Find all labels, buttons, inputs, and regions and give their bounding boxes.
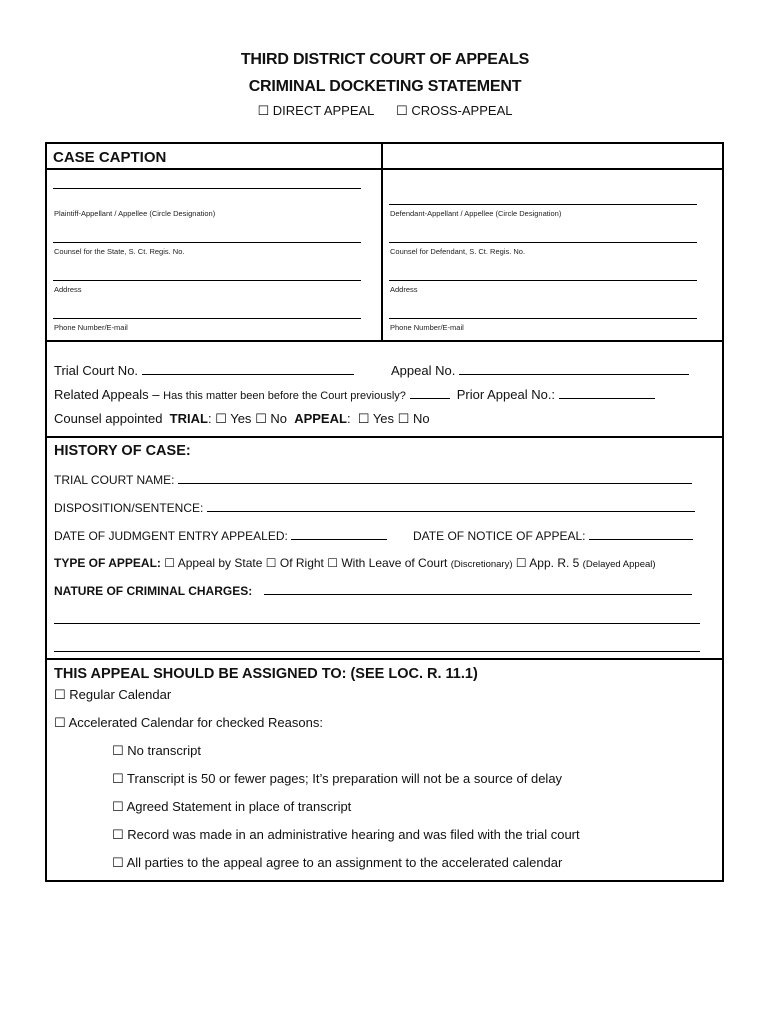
- checkbox-icon: ☐: [112, 743, 124, 758]
- trial-no-option[interactable]: [255, 411, 287, 426]
- related-appeals-question: Has this matter been before the Court previously?: [163, 390, 406, 402]
- defense-phone-label: Phone Number/E-mail: [390, 323, 464, 332]
- judgment-date-blank[interactable]: [291, 528, 387, 540]
- appeal-type-options: [0, 103, 770, 119]
- counsel-appointed-row: Counsel appointed TRIAL: ☐ Yes ☐ No APPEAL: ☐ Yes ☐ No: [54, 411, 430, 426]
- checkbox-icon: ☐: [327, 556, 338, 570]
- of-right-option[interactable]: [266, 556, 324, 570]
- related-appeals-label: Related Appeals –: [54, 387, 160, 402]
- trial-info-section: [45, 340, 724, 438]
- nature-of-charges-line3[interactable]: [54, 651, 700, 652]
- reason-label: Agreed Statement in place of transcript: [126, 799, 352, 814]
- reason-label: Record was made in an administrative hearing and was filed with the trial court: [127, 827, 580, 842]
- defense-address-line[interactable]: [389, 280, 697, 281]
- caption-right-column: [381, 168, 724, 342]
- appeal-no-field[interactable]: [391, 363, 689, 378]
- with-leave-option[interactable]: [327, 556, 512, 570]
- checkbox-icon: ☐: [515, 556, 527, 570]
- trial-court-no-label: Trial Court No.: [54, 363, 139, 378]
- notice-date-blank[interactable]: [589, 528, 693, 540]
- defense-counsel-line[interactable]: [389, 242, 697, 243]
- cross-appeal-label: CROSS-APPEAL: [411, 103, 513, 118]
- with-leave-label: With Leave of Court: [341, 556, 448, 570]
- direct-appeal-label: DIRECT APPEAL: [272, 103, 375, 118]
- type-of-appeal-row: [54, 556, 656, 570]
- case-caption-heading: CASE CAPTION: [53, 149, 167, 166]
- nature-of-charges-blank[interactable]: [264, 583, 692, 595]
- checkbox-icon: ☐: [215, 411, 227, 426]
- plaintiff-line[interactable]: [53, 188, 361, 189]
- prior-appeal-blank[interactable]: [559, 387, 655, 399]
- defendant-label: Defendant-Appellant / Appellee (Circle Designation): [390, 209, 562, 218]
- disposition-blank[interactable]: [207, 500, 695, 512]
- checkbox-icon: ☐: [112, 855, 124, 870]
- defense-address-label: Address: [390, 285, 418, 294]
- accelerated-calendar-label: Accelerated Calendar for checked Reasons:: [68, 715, 323, 730]
- checkbox-icon: ☐: [112, 799, 124, 814]
- appeal-by-state-option[interactable]: [164, 556, 262, 570]
- cross-appeal-option[interactable]: [396, 103, 512, 118]
- assignment-heading: THIS APPEAL SHOULD BE ASSIGNED TO: (SEE LOC. R. 11.1): [54, 666, 478, 682]
- reason-label: All parties to the appeal agree to an assignment to the accelerated calendar: [126, 855, 563, 870]
- checkbox-icon: ☐: [112, 771, 124, 786]
- of-right-label: Of Right: [279, 556, 324, 570]
- appeal-by-state-label: Appeal by State: [177, 556, 263, 570]
- reason-option[interactable]: [112, 743, 201, 759]
- checkbox-icon: ☐: [112, 827, 124, 842]
- state-phone-label: Phone Number/E-mail: [54, 323, 128, 332]
- direct-appeal-option[interactable]: [258, 103, 375, 118]
- history-section: [45, 436, 724, 660]
- caption-left-column: [45, 168, 383, 342]
- assignment-section: [45, 658, 724, 882]
- yes-label: Yes: [230, 411, 252, 426]
- state-address-line[interactable]: [53, 280, 361, 281]
- appeal-yes-option[interactable]: [358, 411, 394, 426]
- discretionary-note: (Discretionary): [450, 559, 513, 570]
- nature-of-charges-line2[interactable]: [54, 623, 700, 624]
- reason-label: No transcript: [127, 743, 201, 758]
- checkbox-icon: ☐: [54, 687, 66, 702]
- trial-yes-option[interactable]: [215, 411, 251, 426]
- accelerated-calendar-option[interactable]: [54, 715, 323, 731]
- trial-court-name-blank[interactable]: [178, 472, 692, 484]
- no-label: No: [270, 411, 287, 426]
- reason-option[interactable]: [112, 827, 580, 843]
- appeal-no-option[interactable]: [398, 411, 430, 426]
- checkbox-icon: ☐: [257, 103, 270, 118]
- case-caption-header-blank: [381, 142, 724, 170]
- plaintiff-label: Plaintiff-Appellant / Appellee (Circle Designation): [54, 209, 216, 218]
- counsel-appointed-label: Counsel appointed: [54, 411, 163, 426]
- reason-option[interactable]: [112, 799, 351, 815]
- related-appeals-row: [54, 387, 655, 402]
- checkbox-icon: ☐: [255, 411, 267, 426]
- reason-option[interactable]: [112, 855, 562, 871]
- disposition-label: DISPOSITION/SENTENCE:: [54, 501, 204, 515]
- checkbox-icon: ☐: [397, 411, 410, 426]
- prior-appeal-label: Prior Appeal No.:: [456, 387, 556, 402]
- notice-date-label: DATE OF NOTICE OF APPEAL:: [413, 529, 586, 543]
- state-counsel-label: Counsel for the State, S. Ct. Regis. No.: [54, 247, 185, 256]
- appeal-no-label: Appeal No.: [391, 363, 456, 378]
- defense-phone-line[interactable]: [389, 318, 697, 319]
- form-title-line1: THIRD DISTRICT COURT OF APPEALS: [240, 51, 530, 68]
- trial-label: TRIAL: [169, 411, 208, 426]
- app-r5-option[interactable]: [516, 556, 656, 570]
- related-appeals-blank[interactable]: [410, 387, 450, 399]
- case-caption-header: [45, 142, 383, 170]
- state-address-label: Address: [54, 285, 82, 294]
- checkbox-icon: ☐: [357, 411, 370, 426]
- checkbox-icon: ☐: [396, 103, 408, 118]
- trial-court-no-blank[interactable]: [142, 363, 354, 375]
- no-label: No: [412, 411, 430, 426]
- disposition-field[interactable]: [54, 500, 695, 515]
- state-counsel-line[interactable]: [53, 242, 361, 243]
- regular-calendar-option[interactable]: [54, 687, 171, 703]
- judgment-date-field[interactable]: [54, 528, 387, 543]
- checkbox-icon: ☐: [164, 556, 176, 570]
- delayed-appeal-note: (Delayed Appeal): [582, 559, 656, 570]
- nature-of-charges-field[interactable]: [54, 583, 692, 598]
- app-r5-label: App. R. 5: [529, 556, 580, 570]
- type-of-appeal-label: TYPE OF APPEAL:: [54, 556, 161, 570]
- reason-label: Transcript is 50 or fewer pages; It’s preparation will not be a source of delay: [127, 771, 563, 786]
- checkbox-icon: ☐: [265, 556, 277, 570]
- appeal-no-blank[interactable]: [459, 363, 689, 375]
- trial-court-name-field[interactable]: [54, 472, 692, 487]
- trial-court-name-label: TRIAL COURT NAME:: [54, 473, 175, 487]
- nature-of-charges-label: NATURE OF CRIMINAL CHARGES:: [54, 584, 253, 598]
- notice-date-field[interactable]: [413, 528, 693, 543]
- appeal-label: APPEAL: [294, 411, 347, 426]
- reason-option[interactable]: [112, 771, 562, 787]
- state-phone-line[interactable]: [53, 318, 361, 319]
- history-heading: HISTORY OF CASE:: [54, 443, 191, 459]
- checkbox-icon: ☐: [54, 715, 66, 730]
- yes-label: Yes: [372, 411, 395, 426]
- regular-calendar-label: Regular Calendar: [69, 687, 172, 702]
- defense-counsel-label: Counsel for Defendant, S. Ct. Regis. No.: [390, 247, 526, 256]
- form-title-line2: CRIMINAL DOCKETING STATEMENT: [248, 78, 522, 95]
- defendant-line[interactable]: [389, 204, 697, 205]
- judgment-date-label: DATE OF JUDMGENT ENTRY APPEALED:: [54, 529, 288, 543]
- trial-court-no-field[interactable]: [54, 363, 354, 378]
